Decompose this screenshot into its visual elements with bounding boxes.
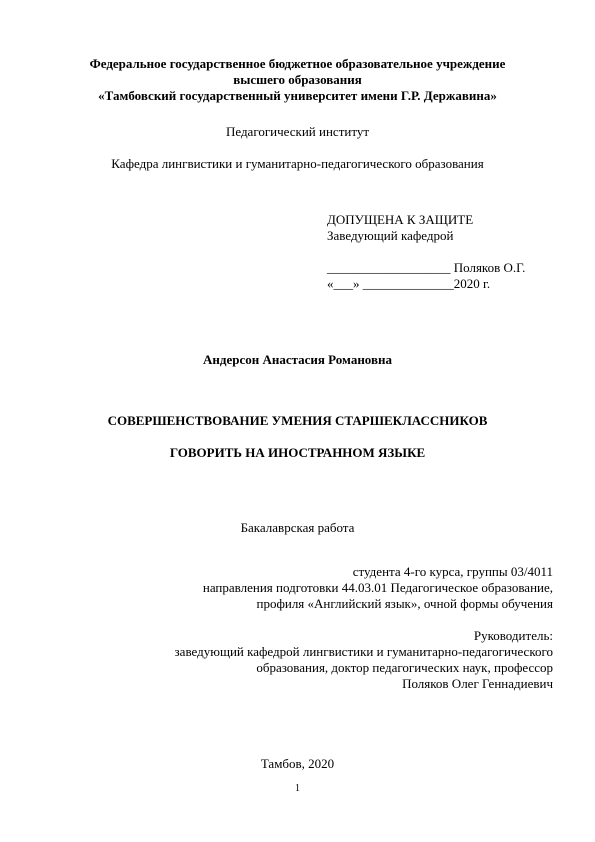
approval-signature-line: ___________________ Поляков О.Г. <box>327 260 526 275</box>
supervisor-name: Поляков Олег Геннадиевич <box>402 676 553 691</box>
approval-status: ДОПУЩЕНА К ЗАЩИТЕ <box>327 212 474 227</box>
work-type: Бакалаврская работа <box>240 520 355 535</box>
supervisor-position-line-2: образования, доктор педагогических наук, профессор <box>256 660 553 675</box>
approval-date-line: «___» ______________2020 г. <box>327 276 491 291</box>
approval-role: Заведующий кафедрой <box>327 228 454 243</box>
city-year: Тамбов, 2020 <box>260 756 335 771</box>
author-name: Андерсон Анастасия Романовна <box>202 352 392 367</box>
university-header-line-2: высшего образования <box>233 72 362 87</box>
department-name: Кафедра лингвистики и гуманитарно-педагогического образования <box>111 156 484 171</box>
student-info-line-1: студента 4-го курса, группы 03/4011 <box>352 564 553 579</box>
university-header-line-3: «Тамбовский государственный университет имени Г.Р. Державина» <box>98 88 497 103</box>
supervisor-position-line-1: заведующий кафедрой лингвистики и гуманитарно-педагогического <box>174 644 553 659</box>
supervisor-label: Руководитель: <box>473 628 553 643</box>
student-info-line-3: профиля «Английский язык», очной формы обучения <box>256 596 553 611</box>
university-header-line-1: Федеральное государственное бюджетное образовательное учреждение <box>89 56 506 71</box>
thesis-title-line-1: СОВЕРШЕНСТВОВАНИЕ УМЕНИЯ СТАРШЕКЛАССНИКОВ <box>107 413 488 428</box>
institute-name: Педагогический институт <box>225 124 370 139</box>
page-number: 1 <box>295 783 300 794</box>
thesis-title-line-2: ГОВОРИТЬ НА ИНОСТРАННОМ ЯЗЫКЕ <box>169 445 426 460</box>
student-info-line-2: направления подготовки 44.03.01 Педагогическое образование, <box>202 580 553 595</box>
